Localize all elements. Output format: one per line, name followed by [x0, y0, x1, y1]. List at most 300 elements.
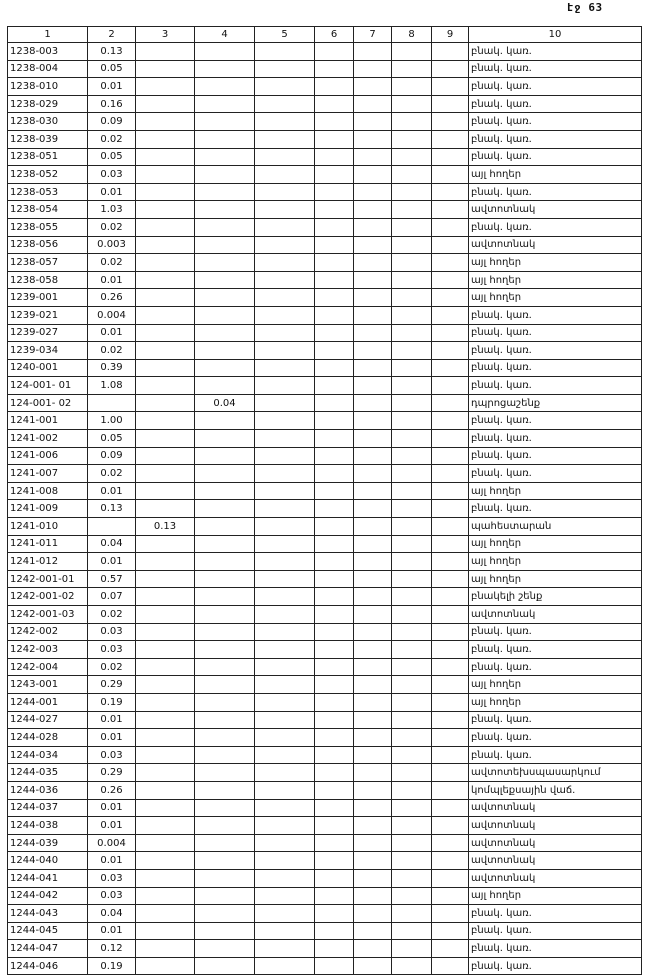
- col6-cell: [315, 852, 354, 870]
- land-purpose-cell: ավտոտնակ: [469, 869, 642, 887]
- area-cell: 0.01: [88, 271, 136, 289]
- parcel-code-cell: 1238-039: [8, 130, 88, 148]
- area-cell: 0.39: [88, 359, 136, 377]
- col8-cell: [392, 394, 432, 412]
- col4-cell: [195, 834, 255, 852]
- col5-cell: [255, 570, 315, 588]
- area-cell: 1.08: [88, 377, 136, 395]
- table-row: [8, 342, 642, 360]
- col6-cell: [315, 447, 354, 465]
- table-row: [8, 130, 642, 148]
- col3-cell: [136, 306, 195, 324]
- parcel-code-cell: 124-001- 02: [8, 394, 88, 412]
- col5-cell: [255, 887, 315, 905]
- col4-cell: [195, 817, 255, 835]
- col3-cell: [136, 957, 195, 975]
- col6-cell: [315, 834, 354, 852]
- land-purpose-cell: այլ հողեր: [469, 887, 642, 905]
- col8-cell: [392, 482, 432, 500]
- parcel-code-cell: 1242-004: [8, 658, 88, 676]
- col4-cell: [195, 95, 255, 113]
- area-cell: 0.13: [88, 500, 136, 518]
- col8-cell: [392, 922, 432, 940]
- col3-cell: [136, 588, 195, 606]
- col3-cell: [136, 641, 195, 659]
- col7-cell: [354, 869, 392, 887]
- col3-cell: [136, 465, 195, 483]
- table-row: [8, 377, 642, 395]
- col5-cell: [255, 201, 315, 219]
- col4-cell: [195, 606, 255, 624]
- col5-cell: [255, 623, 315, 641]
- col3-cell: [136, 852, 195, 870]
- col5-cell: [255, 746, 315, 764]
- col8-cell: [392, 799, 432, 817]
- col6-cell: [315, 869, 354, 887]
- col7-cell: [354, 430, 392, 448]
- col9-cell: [432, 729, 469, 747]
- col5-cell: [255, 693, 315, 711]
- area-cell: 1.00: [88, 412, 136, 430]
- col3-cell: [136, 940, 195, 958]
- col4-cell: [195, 289, 255, 307]
- area-cell: 0.01: [88, 482, 136, 500]
- table-row: [8, 887, 642, 905]
- col3-cell: [136, 500, 195, 518]
- col6-cell: [315, 922, 354, 940]
- col8-cell: [392, 447, 432, 465]
- col3-cell: [136, 869, 195, 887]
- parcel-code-cell: 1244-045: [8, 922, 88, 940]
- col8-cell: [392, 518, 432, 536]
- table-row: [8, 518, 642, 536]
- col4-cell: [195, 130, 255, 148]
- col4-cell: [195, 166, 255, 184]
- col9-cell: [432, 447, 469, 465]
- col3-cell: [136, 711, 195, 729]
- col6-cell: [315, 957, 354, 975]
- col9-cell: [432, 306, 469, 324]
- col8-cell: [392, 588, 432, 606]
- col7-cell: [354, 183, 392, 201]
- col3-cell: [136, 218, 195, 236]
- table-row: [8, 957, 642, 975]
- col9-cell: [432, 465, 469, 483]
- col5-cell: [255, 95, 315, 113]
- col3-cell: [136, 693, 195, 711]
- table-row: [8, 289, 642, 307]
- parcel-code-cell: 1238-055: [8, 218, 88, 236]
- col9-cell: [432, 869, 469, 887]
- col9-cell: [432, 746, 469, 764]
- column-header-2: 2: [88, 27, 136, 43]
- area-cell: 0.03: [88, 641, 136, 659]
- col6-cell: [315, 588, 354, 606]
- col3-cell: [136, 535, 195, 553]
- col6-cell: [315, 43, 354, 61]
- col4-cell: [195, 500, 255, 518]
- col8-cell: [392, 693, 432, 711]
- col9-cell: [432, 887, 469, 905]
- parcel-code-cell: 1242-001-01: [8, 570, 88, 588]
- col5-cell: [255, 764, 315, 782]
- land-purpose-cell: բնակելի շենք: [469, 588, 642, 606]
- col8-cell: [392, 887, 432, 905]
- col3-cell: [136, 781, 195, 799]
- col4-cell: [195, 658, 255, 676]
- col9-cell: [432, 271, 469, 289]
- land-purpose-cell: այլ հողեր: [469, 535, 642, 553]
- col3-cell: [136, 324, 195, 342]
- land-purpose-cell: բնակ. կառ.: [469, 641, 642, 659]
- col4-cell: [195, 553, 255, 571]
- col8-cell: [392, 377, 432, 395]
- parcel-code-cell: 1241-008: [8, 482, 88, 500]
- column-header-8: 8: [392, 27, 432, 43]
- col6-cell: [315, 166, 354, 184]
- col4-cell: [195, 377, 255, 395]
- col3-cell: [136, 887, 195, 905]
- table-row: [8, 359, 642, 377]
- area-cell: 0.03: [88, 887, 136, 905]
- col9-cell: [432, 95, 469, 113]
- col4-cell: [195, 676, 255, 694]
- col7-cell: [354, 957, 392, 975]
- col9-cell: [432, 817, 469, 835]
- col7-cell: [354, 887, 392, 905]
- col9-cell: [432, 60, 469, 78]
- area-cell: 0.57: [88, 570, 136, 588]
- col5-cell: [255, 834, 315, 852]
- col6-cell: [315, 729, 354, 747]
- col9-cell: [432, 289, 469, 307]
- parcel-code-cell: 1244-027: [8, 711, 88, 729]
- col8-cell: [392, 641, 432, 659]
- col5-cell: [255, 43, 315, 61]
- land-purpose-cell: բնակ. կառ.: [469, 658, 642, 676]
- parcel-code-cell: 1238-058: [8, 271, 88, 289]
- land-purpose-cell: այլ հողեր: [469, 570, 642, 588]
- col8-cell: [392, 570, 432, 588]
- parcel-code-cell: 1244-038: [8, 817, 88, 835]
- parcel-code-cell: 1238-053: [8, 183, 88, 201]
- area-cell: 0.09: [88, 447, 136, 465]
- col6-cell: [315, 799, 354, 817]
- parcel-code-cell: 1241-007: [8, 465, 88, 483]
- col3-cell: [136, 377, 195, 395]
- area-cell: 0.01: [88, 711, 136, 729]
- col5-cell: [255, 588, 315, 606]
- col4-cell: 0.04: [195, 394, 255, 412]
- col5-cell: [255, 799, 315, 817]
- col7-cell: [354, 764, 392, 782]
- col9-cell: [432, 799, 469, 817]
- table-row: [8, 113, 642, 131]
- area-cell: 0.16: [88, 95, 136, 113]
- col6-cell: [315, 553, 354, 571]
- table-row: [8, 324, 642, 342]
- col7-cell: [354, 43, 392, 61]
- land-purpose-cell: այլ հողեր: [469, 553, 642, 571]
- parcel-code-cell: 1240-001: [8, 359, 88, 377]
- col3-cell: [136, 729, 195, 747]
- parcel-code-cell: 1242-003: [8, 641, 88, 659]
- col7-cell: [354, 693, 392, 711]
- area-cell: 0.12: [88, 940, 136, 958]
- col5-cell: [255, 729, 315, 747]
- land-purpose-cell: դպրոցաշենք: [469, 394, 642, 412]
- col6-cell: [315, 95, 354, 113]
- col4-cell: [195, 799, 255, 817]
- column-header-10: 10: [469, 27, 642, 43]
- col8-cell: [392, 676, 432, 694]
- col3-cell: [136, 430, 195, 448]
- col7-cell: [354, 676, 392, 694]
- col5-cell: [255, 254, 315, 272]
- col8-cell: [392, 905, 432, 923]
- col8-cell: [392, 78, 432, 96]
- col7-cell: [354, 799, 392, 817]
- col5-cell: [255, 78, 315, 96]
- col6-cell: [315, 236, 354, 254]
- col5-cell: [255, 606, 315, 624]
- col7-cell: [354, 518, 392, 536]
- col4-cell: [195, 218, 255, 236]
- table-row: [8, 781, 642, 799]
- area-cell: 0.01: [88, 922, 136, 940]
- col9-cell: [432, 43, 469, 61]
- col9-cell: [432, 430, 469, 448]
- col3-cell: [136, 447, 195, 465]
- col9-cell: [432, 693, 469, 711]
- parcel-code-cell: 1242-001-02: [8, 588, 88, 606]
- table-row: [8, 641, 642, 659]
- col4-cell: [195, 641, 255, 659]
- col8-cell: [392, 535, 432, 553]
- parcel-code-cell: 1238-057: [8, 254, 88, 272]
- col6-cell: [315, 482, 354, 500]
- col6-cell: [315, 781, 354, 799]
- col9-cell: [432, 218, 469, 236]
- col8-cell: [392, 465, 432, 483]
- table-row: [8, 183, 642, 201]
- land-purpose-cell: այլ հողեր: [469, 482, 642, 500]
- col8-cell: [392, 817, 432, 835]
- parcel-code-cell: 1241-001: [8, 412, 88, 430]
- area-cell: 0.04: [88, 535, 136, 553]
- table-row: [8, 218, 642, 236]
- col3-cell: [136, 764, 195, 782]
- col6-cell: [315, 570, 354, 588]
- col7-cell: [354, 482, 392, 500]
- col8-cell: [392, 254, 432, 272]
- col9-cell: [432, 606, 469, 624]
- col3-cell: [136, 553, 195, 571]
- col6-cell: [315, 289, 354, 307]
- table-row: [8, 623, 642, 641]
- parcel-code-cell: 1241-012: [8, 553, 88, 571]
- col8-cell: [392, 218, 432, 236]
- col5-cell: [255, 817, 315, 835]
- col5-cell: [255, 430, 315, 448]
- table-row: [8, 852, 642, 870]
- land-purpose-cell: կոմպլեքսային վաճ.: [469, 781, 642, 799]
- col7-cell: [354, 623, 392, 641]
- table-row: [8, 764, 642, 782]
- area-cell: 0.01: [88, 852, 136, 870]
- land-purpose-cell: բնակ. կառ.: [469, 324, 642, 342]
- col9-cell: [432, 553, 469, 571]
- table-row: [8, 254, 642, 272]
- parcel-code-cell: 1244-046: [8, 957, 88, 975]
- area-cell: 0.13: [88, 43, 136, 61]
- col3-cell: [136, 201, 195, 219]
- col7-cell: [354, 342, 392, 360]
- area-cell: [88, 518, 136, 536]
- table-row: [8, 729, 642, 747]
- col9-cell: [432, 905, 469, 923]
- col5-cell: [255, 394, 315, 412]
- col3-cell: [136, 746, 195, 764]
- col7-cell: [354, 922, 392, 940]
- col9-cell: [432, 570, 469, 588]
- col4-cell: [195, 113, 255, 131]
- col7-cell: [354, 711, 392, 729]
- col7-cell: [354, 236, 392, 254]
- col4-cell: [195, 852, 255, 870]
- col5-cell: [255, 500, 315, 518]
- col7-cell: [354, 940, 392, 958]
- col4-cell: [195, 271, 255, 289]
- table-row: [8, 606, 642, 624]
- col8-cell: [392, 201, 432, 219]
- col9-cell: [432, 183, 469, 201]
- col9-cell: [432, 658, 469, 676]
- col3-cell: [136, 236, 195, 254]
- col7-cell: [354, 60, 392, 78]
- area-cell: 0.02: [88, 658, 136, 676]
- col7-cell: [354, 781, 392, 799]
- col9-cell: [432, 957, 469, 975]
- land-purpose-cell: բնակ. կառ.: [469, 711, 642, 729]
- table-row: [8, 817, 642, 835]
- land-purpose-cell: բնակ. կառ.: [469, 430, 642, 448]
- col7-cell: [354, 95, 392, 113]
- col5-cell: [255, 289, 315, 307]
- col7-cell: [354, 729, 392, 747]
- col9-cell: [432, 324, 469, 342]
- column-header-3: 3: [136, 27, 195, 43]
- col4-cell: [195, 254, 255, 272]
- land-purpose-cell: բնակ. կառ.: [469, 130, 642, 148]
- land-purpose-cell: ավտոտնակ: [469, 606, 642, 624]
- land-purpose-cell: բնակ. կառ.: [469, 342, 642, 360]
- parcel-code-cell: 1238-030: [8, 113, 88, 131]
- land-purpose-cell: բնակ. կառ.: [469, 218, 642, 236]
- col8-cell: [392, 781, 432, 799]
- col6-cell: [315, 658, 354, 676]
- table-row: [8, 306, 642, 324]
- col6-cell: [315, 641, 354, 659]
- col3-cell: [136, 817, 195, 835]
- col4-cell: [195, 869, 255, 887]
- land-purpose-cell: այլ հողեր: [469, 166, 642, 184]
- col5-cell: [255, 447, 315, 465]
- col6-cell: [315, 113, 354, 131]
- col5-cell: [255, 183, 315, 201]
- parcel-code-cell: 1243-001: [8, 676, 88, 694]
- land-purpose-cell: բնակ. կառ.: [469, 78, 642, 96]
- col6-cell: [315, 324, 354, 342]
- col4-cell: [195, 324, 255, 342]
- col6-cell: [315, 905, 354, 923]
- col3-cell: [136, 606, 195, 624]
- col9-cell: [432, 78, 469, 96]
- col8-cell: [392, 729, 432, 747]
- area-cell: 0.26: [88, 289, 136, 307]
- col3-cell: [136, 570, 195, 588]
- col4-cell: [195, 43, 255, 61]
- col8-cell: [392, 183, 432, 201]
- col5-cell: [255, 781, 315, 799]
- col8-cell: [392, 430, 432, 448]
- area-cell: 0.03: [88, 869, 136, 887]
- col6-cell: [315, 394, 354, 412]
- col5-cell: [255, 130, 315, 148]
- col9-cell: [432, 166, 469, 184]
- col5-cell: [255, 641, 315, 659]
- col6-cell: [315, 377, 354, 395]
- table-row: [8, 869, 642, 887]
- col9-cell: [432, 236, 469, 254]
- col5-cell: [255, 658, 315, 676]
- col9-cell: [432, 148, 469, 166]
- table-row: [8, 201, 642, 219]
- col8-cell: [392, 166, 432, 184]
- land-purpose-cell: այլ հողեր: [469, 289, 642, 307]
- col8-cell: [392, 324, 432, 342]
- col8-cell: [392, 940, 432, 958]
- col6-cell: [315, 606, 354, 624]
- land-purpose-cell: բնակ. կառ.: [469, 905, 642, 923]
- col9-cell: [432, 711, 469, 729]
- land-purpose-cell: բնակ. կառ.: [469, 359, 642, 377]
- col8-cell: [392, 623, 432, 641]
- table-row: [8, 799, 642, 817]
- area-cell: 0.01: [88, 553, 136, 571]
- col5-cell: [255, 535, 315, 553]
- area-cell: 0.01: [88, 78, 136, 96]
- area-cell: 0.02: [88, 130, 136, 148]
- area-cell: 0.07: [88, 588, 136, 606]
- table-header-row: [8, 27, 642, 43]
- col5-cell: [255, 553, 315, 571]
- col3-cell: [136, 834, 195, 852]
- col7-cell: [354, 201, 392, 219]
- col6-cell: [315, 535, 354, 553]
- col3-cell: [136, 905, 195, 923]
- col6-cell: [315, 183, 354, 201]
- table-row: [8, 570, 642, 588]
- col6-cell: [315, 271, 354, 289]
- table-row: [8, 236, 642, 254]
- col8-cell: [392, 957, 432, 975]
- col3-cell: [136, 95, 195, 113]
- column-header-7: 7: [354, 27, 392, 43]
- area-cell: 0.004: [88, 834, 136, 852]
- col4-cell: [195, 781, 255, 799]
- col3-cell: [136, 289, 195, 307]
